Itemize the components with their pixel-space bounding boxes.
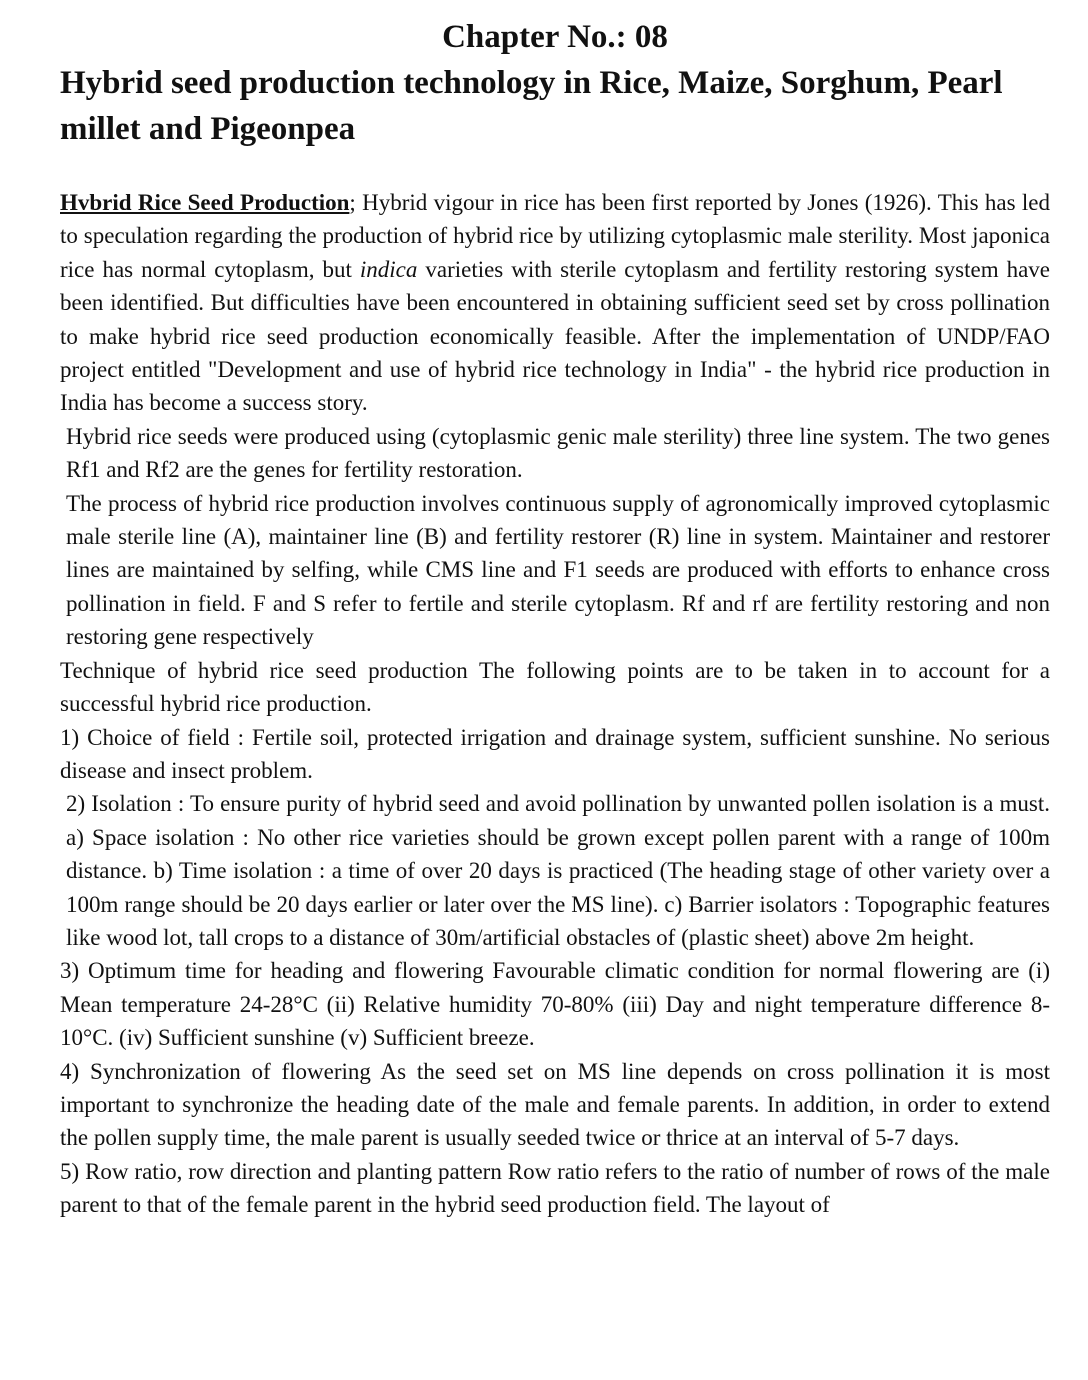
paragraph-technique: Technique of hybrid rice seed production The following points are to be taken in to account for a successful hybrid rice production. (60, 657, 1050, 717)
intro-text-2: varieties with sterile cytoplasm and fertility restoring system have been identified. But difficulties have been encountered in obtaining sufficient seed set by cross pollination to make hybrid rice seed production economically feasible. After the implementation of UNDP/FAO project entitled "Development and use of hybrid rice technology in India" - the hybrid rice production in India has become a success story. (60, 256, 1050, 416)
document-page (60, 14, 1050, 1222)
intro-italic: indica (359, 256, 418, 282)
intro-text-1: ; Hybrid vigour in rice has been first reported by Jones (1926). This has led to speculation regarding the production of hybrid rice by utilizing cytoplasmic male sterility. Most japonica rice has normal cytoplasm, but (60, 190, 1050, 282)
section-heading: Hvbrid Rice Seed Production (60, 190, 350, 215)
paragraph-synchronization: 4) Synchronization of flowering As the seed set on MS line depends on cross pollination it is most important to synchronize the heading date of the male and female parents. In addition, in order to extend the pollen supply time, the male parent is usually seeded twice or thrice at an interval of 5-7 days. (60, 1058, 1050, 1151)
paragraph-isolation: 2) Isolation : To ensure purity of hybrid seed and avoid pollination by unwanted pollen isolation is a must. a) Space isolation : No other rice varieties should be grown except pollen parent with a range of 100m distance. b) Time isolation : a time of over 20 days is practiced (The heading stage of other variety over a 100m range should be 20 days earlier or later over the MS line). c) Barrier isolators : Topographic features like wood lot, tall crops to a distance of 30m/artificial obstacles of (plastic sheet) above 2m height. (66, 791, 1050, 950)
page-title: Hybrid seed production technology in Rice, Maize, Sorghum, Pearl millet and Pigeonpea (60, 65, 1003, 147)
paragraph-process: The process of hybrid rice production involves continuous supply of agronomically improved cytoplasmic male sterile line (A), maintainer line (B) and fertility restorer (R) line in system. Maintainer and restorer lines are maintained by selfing, while CMS line and F1 seeds are produced with efforts to enhance cross pollination in field. F and S refer to fertile and sterile cytoplasm. Rf and rf are fertility restoring and non restoring gene respectively (66, 490, 1050, 650)
paragraph-choice-of-field: 1) Choice of field : Fertile soil, protected irrigation and drainage system, sufficient sunshine. No serious disease and insect problem. (60, 724, 1050, 783)
paragraph-three-line-system: Hybrid rice seeds were produced using (cytoplasmic genic male sterility) three line system. The two genes Rf1 and Rf2 are the genes for fertility restoration. (66, 423, 1050, 483)
document-body (60, 186, 1050, 1222)
paragraph-optimum-time: 3) Optimum time for heading and flowering Favourable climatic condition for normal flowering are (i) Mean temperature 24-28°C (ii) Relative humidity 70-80% (iii) Day and night temperature difference 8-10°C. (iv) Sufficient sunshine (v) Sufficient breeze. (60, 958, 1050, 1051)
paragraph-row-ratio: 5) Row ratio, row direction and planting pattern Row ratio refers to the ratio of number of rows of the male parent to that of the female parent in the hybrid seed production field. The layout of (60, 1158, 1050, 1218)
chapter-label: Chapter No.: 08 (442, 19, 668, 55)
paragraph-intro (60, 186, 1050, 420)
